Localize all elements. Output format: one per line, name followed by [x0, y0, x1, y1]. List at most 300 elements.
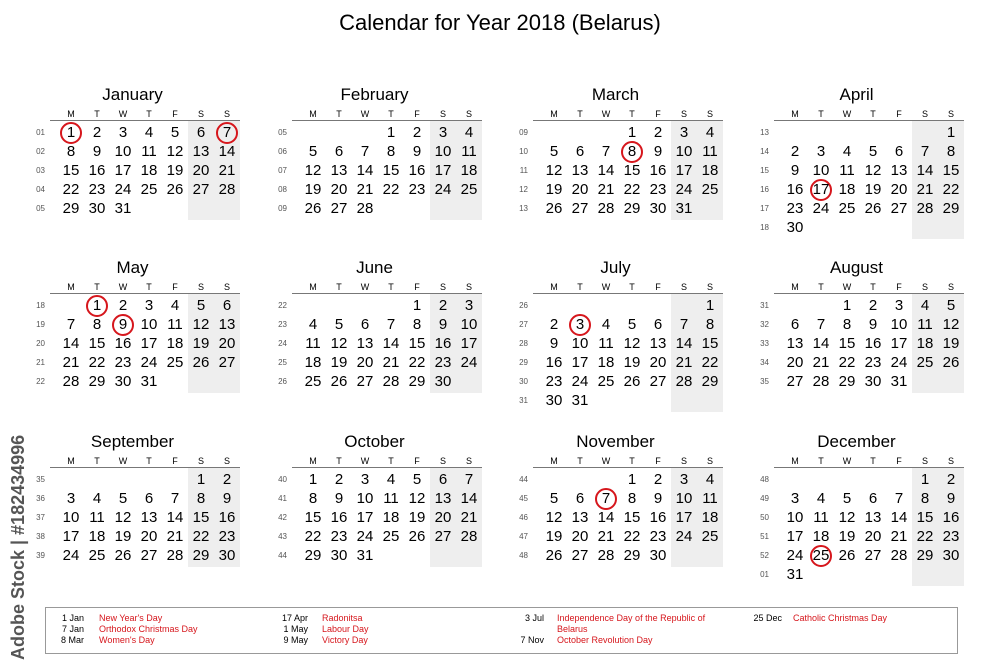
day: 10 [434, 143, 452, 160]
week-number: 26 [519, 301, 528, 310]
day: 17 [434, 162, 452, 179]
day: 19 [942, 335, 960, 352]
day-header: S [197, 282, 204, 292]
day: 24 [62, 547, 80, 564]
day: 11 [305, 335, 321, 352]
day: 28 [166, 547, 184, 564]
month-december [749, 432, 964, 597]
day: 17 [571, 354, 589, 371]
day: 5 [412, 471, 422, 488]
day: 28 [597, 547, 615, 564]
day: 17 [460, 335, 478, 352]
month-name: November [576, 432, 655, 451]
week-number: 09 [278, 204, 287, 213]
day: 1 [386, 124, 396, 141]
day: 28 [597, 200, 615, 217]
day: 29 [623, 200, 641, 217]
day-header: F [896, 109, 902, 119]
day: 12 [623, 335, 641, 352]
day: 3 [679, 124, 689, 141]
day: 11 [813, 509, 829, 526]
day: 9 [92, 143, 102, 160]
day: 16 [330, 509, 348, 526]
week-number: 49 [760, 494, 769, 503]
day: 23 [942, 528, 960, 545]
day: 18 [166, 335, 184, 352]
day: 2 [653, 471, 663, 488]
holiday-name: Orthodox Christmas Day [99, 624, 198, 634]
day: 2 [438, 297, 448, 314]
day: 10 [571, 335, 589, 352]
day: 14 [890, 509, 908, 526]
day: 18 [838, 181, 856, 198]
day-header: S [197, 109, 204, 119]
day: 20 [571, 528, 589, 545]
day: 6 [360, 316, 370, 333]
day: 19 [623, 354, 641, 371]
day: 8 [66, 143, 76, 160]
month-name: July [600, 258, 631, 277]
day: 21 [597, 181, 615, 198]
week-number: 31 [760, 301, 769, 310]
day: 4 [386, 471, 396, 488]
day: 13 [649, 335, 667, 352]
day: 15 [916, 509, 934, 526]
week-number: 22 [36, 377, 45, 386]
week-number: 21 [36, 358, 45, 367]
day-header: F [172, 109, 178, 119]
day: 12 [942, 316, 960, 333]
day: 6 [653, 316, 663, 333]
day-header: S [947, 109, 954, 119]
day: 27 [786, 373, 804, 390]
day: 20 [864, 528, 882, 545]
day-header: T [870, 109, 876, 119]
week-number: 13 [760, 128, 769, 137]
week-number: 50 [760, 513, 769, 522]
day-header: T [577, 456, 583, 466]
week-number: 06 [278, 147, 287, 156]
week-number: 15 [760, 166, 769, 175]
day: 25 [597, 373, 615, 390]
week-number: 34 [760, 358, 769, 367]
day: 26 [408, 528, 426, 545]
day: 10 [356, 490, 374, 507]
day: 29 [838, 373, 856, 390]
day: 22 [623, 528, 641, 545]
day-header: S [223, 109, 230, 119]
holiday-name: Labour Day [322, 624, 369, 634]
week-number: 47 [519, 532, 528, 541]
day: 11 [89, 509, 105, 526]
day: 20 [571, 181, 589, 198]
holiday-name: Women's Day [99, 635, 155, 645]
day: 30 [218, 547, 236, 564]
day: 5 [308, 143, 318, 160]
day: 6 [575, 143, 585, 160]
day-header: S [197, 456, 204, 466]
week-number: 04 [36, 185, 45, 194]
day: 12 [304, 162, 322, 179]
day: 29 [916, 547, 934, 564]
day: 10 [62, 509, 80, 526]
day: 27 [571, 200, 589, 217]
day: 13 [140, 509, 158, 526]
holiday-date: 7 Jan [61, 624, 84, 634]
holiday-day: 8 [621, 141, 643, 163]
day: 26 [330, 373, 348, 390]
day: 25 [460, 181, 478, 198]
day: 15 [408, 335, 426, 352]
day: 4 [816, 490, 826, 507]
week-number: 18 [36, 301, 45, 310]
holiday-day: 9 [112, 314, 134, 336]
day: 15 [623, 509, 641, 526]
day: 18 [88, 528, 106, 545]
day-header: T [146, 282, 152, 292]
day-header: S [465, 282, 472, 292]
day: 3 [816, 143, 826, 160]
week-number: 32 [760, 320, 769, 329]
day: 11 [917, 316, 933, 333]
day: 1 [627, 124, 637, 141]
week-number: 31 [519, 396, 528, 405]
day: 3 [679, 471, 689, 488]
day: 17 [890, 335, 908, 352]
day: 1 [412, 297, 422, 314]
day: 16 [88, 162, 106, 179]
day: 6 [144, 490, 154, 507]
month-name: September [90, 432, 175, 451]
day: 20 [140, 528, 158, 545]
day: 23 [434, 354, 452, 371]
day: 10 [114, 143, 132, 160]
week-number: 01 [36, 128, 45, 137]
day-header: M [67, 282, 75, 292]
day-header: T [818, 109, 824, 119]
day: 24 [140, 354, 158, 371]
day-header: M [791, 109, 799, 119]
week-number: 35 [36, 475, 45, 484]
day: 11 [702, 490, 718, 507]
day: 24 [571, 373, 589, 390]
day: 21 [597, 528, 615, 545]
day: 27 [218, 354, 236, 371]
day-header: T [629, 282, 635, 292]
day: 1 [308, 471, 318, 488]
day-header: W [601, 282, 611, 292]
day: 31 [890, 373, 908, 390]
month-name: May [116, 258, 149, 277]
day: 25 [838, 200, 856, 217]
day: 17 [356, 509, 374, 526]
day: 9 [222, 490, 232, 507]
month-october [267, 432, 482, 597]
day: 18 [140, 162, 158, 179]
day: 30 [786, 219, 804, 236]
day: 30 [114, 373, 132, 390]
day: 9 [790, 162, 800, 179]
day: 13 [192, 143, 210, 160]
week-number: 02 [36, 147, 45, 156]
day: 3 [438, 124, 448, 141]
holiday-day: 17 [810, 179, 832, 201]
day: 20 [330, 181, 348, 198]
day: 1 [920, 471, 930, 488]
day: 18 [597, 354, 615, 371]
day: 26 [864, 200, 882, 217]
day: 10 [890, 316, 908, 333]
day-header: S [921, 282, 928, 292]
day: 9 [438, 316, 448, 333]
day: 11 [383, 490, 399, 507]
day: 17 [114, 162, 132, 179]
day-header: T [94, 456, 100, 466]
month-name: March [591, 85, 640, 104]
day-header: S [439, 456, 446, 466]
day: 28 [460, 528, 478, 545]
day-header: W [842, 109, 852, 119]
day: 9 [334, 490, 344, 507]
day-header: T [336, 109, 342, 119]
week-number: 48 [760, 475, 769, 484]
day: 31 [356, 547, 374, 564]
day: 22 [838, 354, 856, 371]
day-header: T [94, 282, 100, 292]
day-header: T [870, 456, 876, 466]
day: 25 [701, 528, 719, 545]
week-number: 33 [760, 339, 769, 348]
day: 31 [114, 200, 132, 217]
day: 9 [412, 143, 422, 160]
day: 14 [597, 162, 615, 179]
day-header: T [146, 109, 152, 119]
day-header: F [896, 456, 902, 466]
day: 9 [653, 143, 663, 160]
day: 6 [196, 124, 206, 141]
day: 30 [434, 373, 452, 390]
week-number: 44 [519, 475, 528, 484]
day-header: T [336, 456, 342, 466]
day: 31 [571, 392, 589, 409]
day: 6 [334, 143, 344, 160]
day: 20 [192, 162, 210, 179]
day: 19 [545, 181, 563, 198]
day: 11 [598, 335, 614, 352]
day: 7 [894, 490, 904, 507]
day-header: M [67, 456, 75, 466]
day-header: W [118, 109, 128, 119]
day: 2 [334, 471, 344, 488]
day-header: S [465, 109, 472, 119]
day: 21 [356, 181, 374, 198]
day: 5 [196, 297, 206, 314]
day: 19 [864, 181, 882, 198]
day: 5 [627, 316, 637, 333]
day: 13 [571, 509, 589, 526]
week-number: 39 [36, 551, 45, 560]
holiday-day: 7 [216, 122, 238, 144]
day: 7 [360, 143, 370, 160]
day: 11 [167, 316, 183, 333]
day: 13 [864, 509, 882, 526]
day: 2 [412, 124, 422, 141]
day: 25 [916, 354, 934, 371]
day: 10 [460, 316, 478, 333]
day: 9 [946, 490, 956, 507]
day: 14 [62, 335, 80, 352]
day: 7 [464, 471, 474, 488]
day: 16 [649, 162, 667, 179]
day: 15 [623, 162, 641, 179]
holiday-day: 1 [86, 295, 108, 317]
day: 22 [916, 528, 934, 545]
day-header: M [309, 282, 317, 292]
day: 13 [571, 162, 589, 179]
day: 23 [864, 354, 882, 371]
day-header: T [388, 282, 394, 292]
day: 30 [330, 547, 348, 564]
day: 22 [701, 354, 719, 371]
day: 12 [166, 143, 184, 160]
day: 24 [434, 181, 452, 198]
day: 25 [166, 354, 184, 371]
day: 27 [864, 547, 882, 564]
day: 16 [408, 162, 426, 179]
day: 21 [916, 181, 934, 198]
day: 6 [438, 471, 448, 488]
day: 23 [330, 528, 348, 545]
week-number: 48 [519, 551, 528, 560]
day-header: W [842, 456, 852, 466]
day: 29 [942, 200, 960, 217]
day: 8 [386, 143, 396, 160]
day-header: S [439, 109, 446, 119]
day: 12 [545, 509, 563, 526]
day: 26 [942, 354, 960, 371]
day: 18 [382, 509, 400, 526]
day-header: M [309, 456, 317, 466]
day: 3 [144, 297, 154, 314]
day-header: F [655, 282, 661, 292]
day: 20 [356, 354, 374, 371]
week-number: 27 [519, 320, 528, 329]
day-header: S [223, 282, 230, 292]
day: 21 [382, 354, 400, 371]
day: 19 [408, 509, 426, 526]
day: 1 [705, 297, 715, 314]
day: 15 [382, 162, 400, 179]
week-number: 44 [278, 551, 287, 560]
day: 7 [386, 316, 396, 333]
watermark: Adobe Stock | #182434996 [8, 434, 28, 660]
day: 28 [356, 200, 374, 217]
day-header: F [655, 456, 661, 466]
day: 15 [942, 162, 960, 179]
day: 28 [62, 373, 80, 390]
day: 22 [88, 354, 106, 371]
week-number: 01 [760, 570, 769, 579]
day: 24 [460, 354, 478, 371]
day: 22 [408, 354, 426, 371]
day: 21 [812, 354, 830, 371]
day: 19 [838, 528, 856, 545]
day: 18 [460, 162, 478, 179]
day: 14 [916, 162, 934, 179]
day: 6 [868, 490, 878, 507]
day: 25 [304, 373, 322, 390]
day: 13 [356, 335, 374, 352]
day-header: T [818, 456, 824, 466]
day-header: T [577, 109, 583, 119]
day-header: S [706, 282, 713, 292]
day-header: F [172, 456, 178, 466]
week-number: 16 [760, 185, 769, 194]
week-number: 22 [278, 301, 287, 310]
day: 5 [549, 143, 559, 160]
day-header: S [921, 109, 928, 119]
month-july [508, 258, 723, 423]
day: 20 [786, 354, 804, 371]
day: 14 [382, 335, 400, 352]
day-header: F [414, 282, 420, 292]
day: 29 [408, 373, 426, 390]
day: 4 [144, 124, 154, 141]
day: 23 [88, 181, 106, 198]
day: 25 [382, 528, 400, 545]
day: 22 [623, 181, 641, 198]
day: 5 [118, 490, 128, 507]
day-header: M [67, 109, 75, 119]
day-header: T [388, 456, 394, 466]
day: 27 [192, 181, 210, 198]
day: 26 [166, 181, 184, 198]
day: 11 [461, 143, 477, 160]
day: 30 [864, 373, 882, 390]
day: 7 [66, 316, 76, 333]
week-number: 05 [36, 204, 45, 213]
day: 24 [114, 181, 132, 198]
week-number: 03 [36, 166, 45, 175]
day: 9 [653, 490, 663, 507]
holiday-day: 25 [810, 545, 832, 567]
day: 4 [705, 124, 715, 141]
day: 10 [675, 143, 693, 160]
day: 2 [946, 471, 956, 488]
day: 30 [545, 392, 563, 409]
day: 24 [675, 181, 693, 198]
day: 18 [701, 509, 719, 526]
holiday-legend [45, 607, 958, 654]
day: 15 [701, 335, 719, 352]
day: 19 [192, 335, 210, 352]
day: 7 [170, 490, 180, 507]
month-september [25, 432, 240, 597]
holiday-day: 1 [60, 122, 82, 144]
holiday-date: 1 May [283, 624, 308, 634]
day: 13 [330, 162, 348, 179]
day: 11 [702, 143, 718, 160]
day: 23 [649, 528, 667, 545]
day-header: S [706, 456, 713, 466]
day: 16 [786, 181, 804, 198]
day: 29 [192, 547, 210, 564]
holiday-name: Independence Day of the Republic of Belarus [557, 613, 706, 634]
day: 21 [218, 162, 236, 179]
day-header: F [655, 109, 661, 119]
day: 10 [675, 490, 693, 507]
day: 4 [308, 316, 318, 333]
